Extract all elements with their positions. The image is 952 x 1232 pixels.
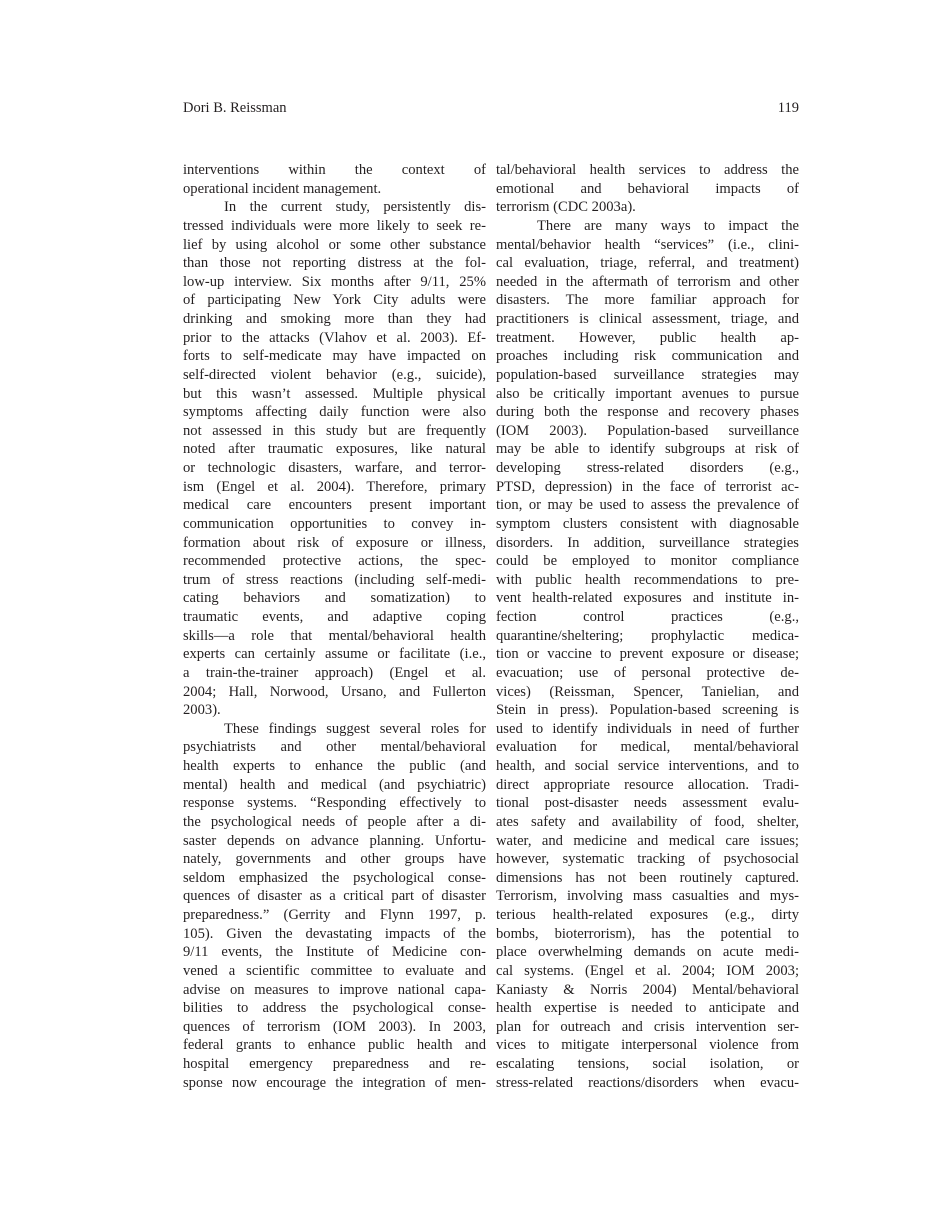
text-line: tal/behavioral health services to address the [496, 162, 799, 178]
text-line: plan for outreach and crisis intervention ser- [496, 1018, 799, 1035]
text-line: with public health recommendations to pre- [496, 571, 799, 588]
text-line: tional post-disaster needs assessment evalu- [496, 795, 799, 812]
text-line: tion, or may be used to assess the prevalence of [496, 497, 799, 514]
text-line: vices to mitigate interpersonal violence from [496, 1037, 799, 1054]
text-line: quences of terrorism (IOM 2003). In 2003, [183, 1018, 486, 1035]
right-column [496, 161, 799, 1092]
text-line: preparedness.” (Gerrity and Flynn 1997, p. [183, 907, 486, 923]
text-line: symptoms affecting daily function were also [183, 404, 486, 421]
text-line: 2003). [183, 702, 221, 719]
text-line: disasters. The more familiar approach for [496, 292, 799, 309]
text-line: tion or vaccine to prevent exposure or disease; [496, 646, 799, 663]
text-line: practitioners is clinical assessment, triage, and [496, 311, 799, 327]
text-line: low-up interview. Six months after 9/11, 25% [183, 273, 486, 290]
text-line: cal evaluation, triage, referral, and treatment) [496, 255, 799, 272]
text-line: seldom emphasized the psychological conse- [183, 869, 486, 886]
text-line: 105). Given the devastating impacts of the [183, 925, 486, 942]
text-line: terious health-related exposures (e.g., dirty [496, 907, 799, 923]
text-line: not assessed in this study but are frequently [183, 422, 486, 439]
text-line: health, and social service interventions, and to [496, 758, 799, 774]
text-line: evacuation; use of personal protective de- [496, 664, 799, 681]
text-line: ates safety and availability of food, shelter, [496, 813, 799, 830]
text-line: stress-related reactions/disorders when evacu- [496, 1074, 799, 1091]
paragraph [496, 217, 799, 1092]
text-line: formation about risk of exposure or illness, [183, 534, 486, 551]
left-column [183, 161, 486, 1092]
text-line: dimensions has not been routinely captured. [496, 869, 799, 886]
text-line: population-based surveillance strategies may [496, 366, 799, 383]
text-line: mental) health and medical (and psychiatric) [183, 776, 486, 793]
text-line: the psychological needs of people after a di- [183, 813, 486, 830]
text-line: experts can certainly assume or facilitate (i.e., [183, 646, 486, 663]
text-line: vices) (Reissman, Spencer, Tanielian, and [496, 683, 799, 700]
text-line: but this wasn’t assessed. Multiple physical [183, 385, 486, 402]
text-line: emotional and behavioral impacts of [496, 180, 799, 197]
text-line: quences of disaster as a critical part of disaster [183, 888, 486, 905]
text-line: prior to the attacks (Vlahov et al. 2003). Ef- [183, 329, 486, 346]
text-line: medical care encounters present important [183, 497, 486, 514]
text-line: water, and medicine and medical care issues; [496, 832, 799, 849]
text-line: vent health-related exposures and institute in- [496, 590, 799, 607]
text-line: evaluation for medical, mental/behavioral [496, 739, 799, 756]
text-line: developing stress-related disorders (e.g., [496, 460, 799, 476]
text-line: self-directed violent behavior (e.g., suicide), [183, 366, 486, 383]
text-line: health experts to enhance the public (and [183, 758, 486, 774]
text-line: psychiatrists and other mental/behavioral [183, 739, 486, 756]
paragraph [496, 161, 799, 217]
text-line: escalating tensions, social isolation, or [496, 1056, 799, 1072]
text-line: ism (Engel et al. 2004). Therefore, primary [183, 478, 486, 495]
text-line: trum of stress reactions (including self-medi- [183, 571, 486, 588]
text-line: cating behaviors and somatization) to [183, 590, 486, 607]
text-line: sponse now encourage the integration of men- [183, 1074, 486, 1091]
text-line: PTSD, depression) in the face of terrorist ac- [496, 478, 799, 495]
text-line: or technologic disasters, warfare, and terror- [183, 460, 486, 476]
running-header-author: Dori B. Reissman [183, 100, 287, 116]
text-line: symptom clusters consistent with diagnosable [496, 515, 799, 532]
text-line: than those not reporting distress at the fol- [183, 255, 486, 272]
text-line: treatment. However, public health ap- [496, 329, 799, 346]
text-line: bombs, bioterrorism), has the potential to [496, 925, 799, 942]
text-line: There are many ways to impact the [537, 217, 799, 234]
text-line: could be employed to monitor compliance [496, 553, 799, 570]
text-line: mental/behavior health “services” (i.e., clini- [496, 236, 799, 253]
paragraph [183, 720, 486, 1093]
text-line: a train-the-trainer approach) (Engel et al. [183, 664, 486, 681]
text-line: proaches including risk communication and [496, 348, 799, 365]
text-line: skills—a role that mental/behavioral health [183, 627, 486, 644]
text-line: 9/11 events, the Institute of Medicine con- [183, 944, 486, 961]
text-line: 2004; Hall, Norwood, Ursano, and Fullerton [183, 683, 486, 700]
text-line: however, systematic tracking of psychosocial [496, 851, 799, 868]
text-line: Stein in press). Population-based screening is [496, 702, 799, 719]
paragraph [183, 161, 486, 198]
text-line: bilities to address the psychological conse- [183, 1000, 486, 1017]
text-line: of participating New York City adults were [183, 292, 486, 309]
text-line: disorders. In addition, surveillance strategies [496, 534, 799, 551]
text-line: fection control practices (e.g., [496, 609, 799, 625]
text-line: health expertise is needed to anticipate and [496, 1000, 799, 1017]
text-line: communication opportunities to convey in- [183, 515, 486, 532]
text-line: interventions within the context of [183, 162, 486, 178]
text-line: quarantine/sheltering; prophylactic medica- [496, 627, 799, 644]
paragraph [183, 198, 486, 720]
text-line: advise on measures to improve national capa- [183, 981, 486, 998]
text-line: also be critically important avenues to pursue [496, 385, 799, 402]
text-line: nately, governments and other groups have [183, 851, 486, 868]
text-line: place overwhelming demands on acute medi- [496, 944, 799, 961]
text-line: Terrorism, involving mass casualties and mys- [496, 888, 799, 905]
text-line: traumatic events, and adaptive coping [183, 609, 486, 625]
text-line: vened a scientific committee to evaluate and [183, 962, 486, 979]
text-line: used to identify individuals in need of further [496, 720, 799, 737]
text-line: In the current study, persistently dis- [224, 199, 486, 216]
text-line: forts to self-medicate may have impacted on [183, 348, 486, 365]
text-line: may be able to identify subgroups at risk of [496, 441, 799, 458]
text-line: terrorism (CDC 2003a). [496, 199, 636, 216]
text-line: needed in the aftermath of terrorism and other [496, 273, 799, 290]
text-line: response systems. “Responding effectively to [183, 795, 486, 812]
text-line: hospital emergency preparedness and re- [183, 1056, 486, 1072]
text-line: during both the response and recovery phases [496, 404, 799, 421]
text-line: These findings suggest several roles for [224, 720, 486, 737]
text-line: Kaniasty & Norris 2004) Mental/behavioral [496, 981, 799, 998]
text-line: direct appropriate resource allocation. Tradi- [496, 776, 799, 793]
text-line: drinking and smoking more than they had [183, 311, 486, 327]
text-line: (IOM 2003). Population-based surveillance [496, 422, 799, 439]
text-line: operational incident management. [183, 180, 382, 197]
text-line: lief by using alcohol or some other substance [183, 236, 486, 253]
text-line: saster depends on advance planning. Unfortu- [183, 832, 486, 849]
page-number: 119 [777, 100, 799, 116]
text-line: noted after traumatic exposures, like natural [183, 441, 486, 458]
text-line: federal grants to enhance public health and [183, 1037, 486, 1054]
text-line: tressed individuals were more likely to seek re- [183, 217, 486, 234]
text-line: recommended protective actions, the spec- [183, 553, 486, 570]
text-line: cal systems. (Engel et al. 2004; IOM 2003; [496, 962, 799, 979]
